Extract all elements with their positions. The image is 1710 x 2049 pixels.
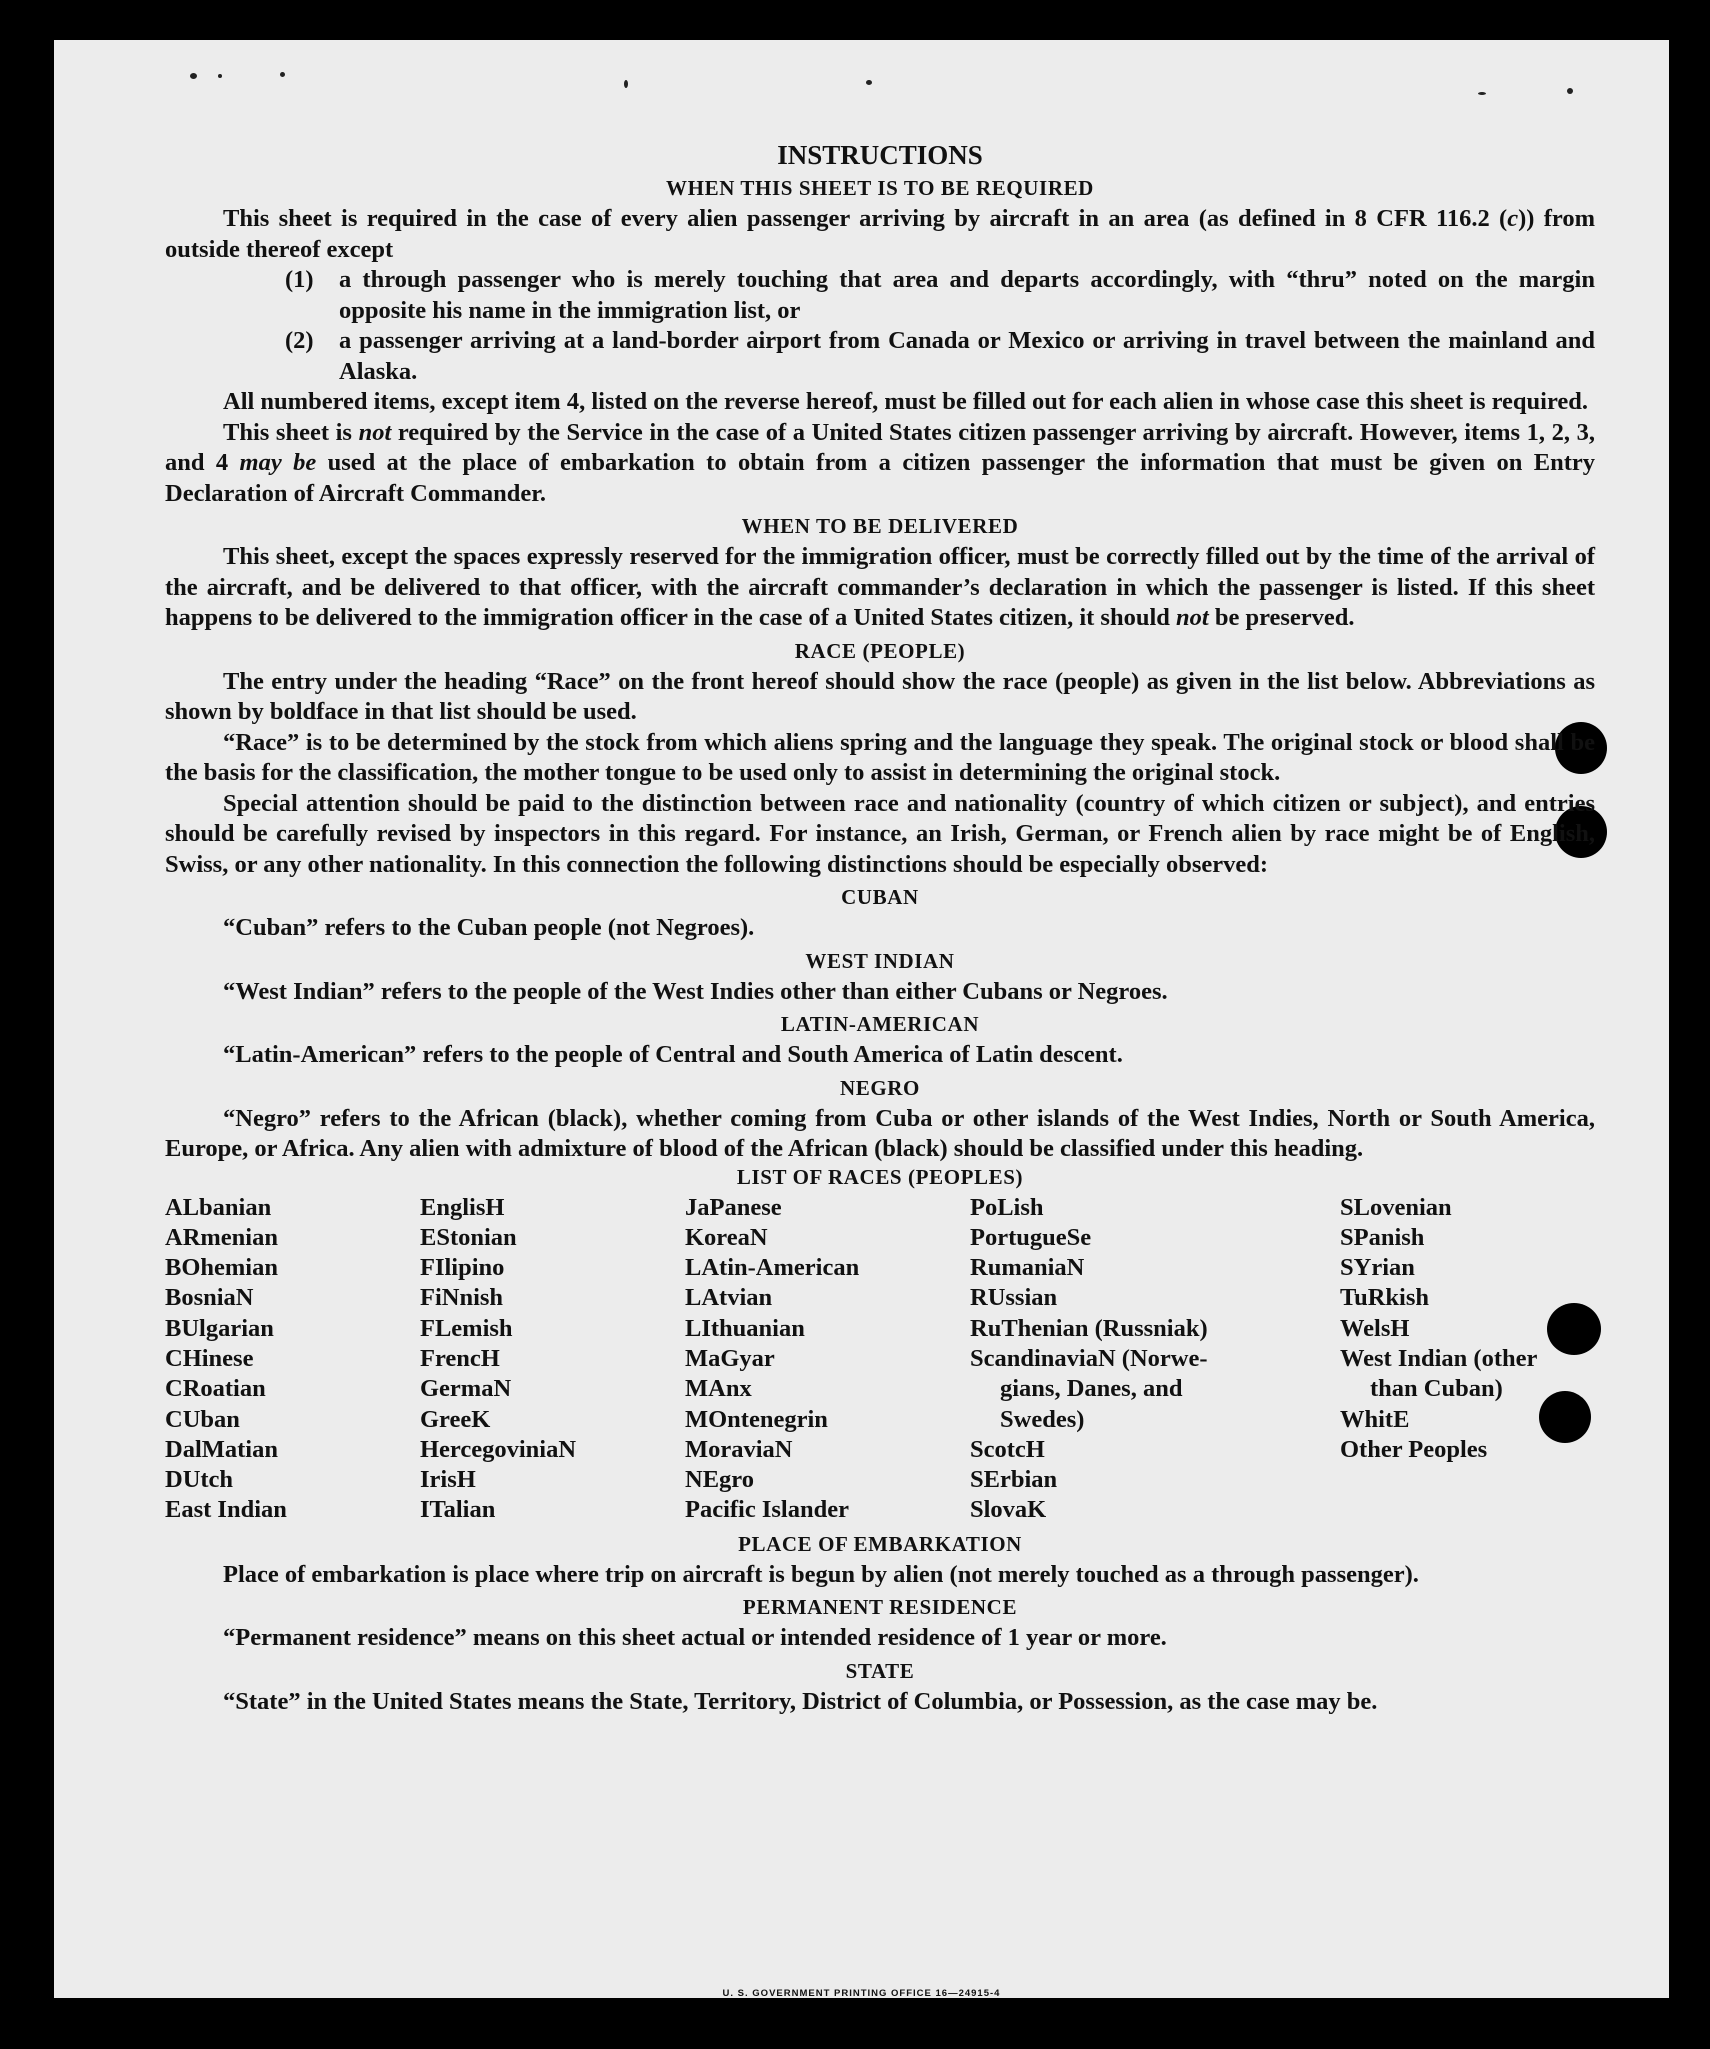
race-entry: SErbian xyxy=(970,1466,1058,1494)
paragraph-when-required: This sheet is required in the case of every alien passenger arriving by aircraft in an area (as defined in 8 CFR 116.2 (c)) from outside thereof except xyxy=(165,205,1595,263)
race-entry: SPanish xyxy=(1340,1223,1425,1251)
race-entry: MOntenegrin xyxy=(685,1405,828,1433)
race-entry: Other Peoples xyxy=(1340,1435,1488,1463)
heading-cuban: CUBAN xyxy=(841,885,919,909)
definition-negro: “Negro” refers to the African (black), whether coming from Cuba or other islands of the West Indies, North or South America, Europe, or Africa. Any alien with admixture of blood of the African (black) should be classified under this heading. xyxy=(165,1104,1595,1162)
races-column-5 xyxy=(1340,1193,1595,1526)
race-entry: PortugueSe xyxy=(970,1223,1092,1251)
race-entry: KoreaN xyxy=(685,1223,768,1251)
paragraph-race-3: Special attention should be paid to the distinction between race and nationality (country of which citizen or subject), and entries should be carefully revised by inspectors in this regard. For instance, an Irish, German, or French alien by race might be of English, Swiss, or any other nationality. In this connection the following distinctions should be especially observed: xyxy=(165,789,1595,878)
race-entry: East Indian xyxy=(165,1496,287,1524)
race-entry: FIlipino xyxy=(420,1254,505,1282)
paragraph-citizen: This sheet is not required by the Service in the case of a United States citizen passenger arriving by aircraft. However, items 1, 2, 3, and 4 may be used at the place of embarkation to obtain from a citizen passenger the information that must be given on Entry Declaration of Aircraft Commander. xyxy=(165,418,1596,507)
race-entry: DUtch xyxy=(165,1466,234,1494)
heading-when-delivered: WHEN TO BE DELIVERED xyxy=(741,514,1019,538)
race-entry: Pacific Islander xyxy=(685,1496,849,1524)
race-entry: JaPanese xyxy=(685,1193,782,1221)
race-entry: SYrian xyxy=(1340,1254,1415,1282)
race-entry: ScandinaviaN (Norwe- xyxy=(970,1344,1208,1372)
definition-west-indian: “West Indian” refers to the people of the West Indies other than either Cubans or Negroes. xyxy=(223,977,1168,1005)
race-entry: WhitE xyxy=(1340,1405,1410,1433)
race-entry: MaGyar xyxy=(685,1344,775,1372)
paragraph-numbered-items: All numbered items, except item 4, listed on the reverse hereof, must be filled out for each alien in whose case this sheet is required. xyxy=(223,388,1589,415)
race-entry: FiNnish xyxy=(420,1284,504,1312)
race-entry: West Indian (other xyxy=(1340,1344,1538,1372)
definition-latin-american: “Latin-American” refers to the people of Central and South America of Latin descent. xyxy=(223,1041,1123,1068)
races-column-1 xyxy=(165,1193,420,1526)
heading-west-indian: WEST INDIAN xyxy=(805,948,955,973)
race-entry: FLemish xyxy=(420,1314,513,1342)
race-entry: ARmenian xyxy=(165,1223,278,1251)
definition-permanent-residence: “Permanent residence” means on this sheet actual or intended residence of 1 year or more. xyxy=(223,1624,1167,1652)
race-entry: IrisH xyxy=(420,1466,476,1494)
race-entry: PoLish xyxy=(970,1193,1044,1221)
race-entry: gians, Danes, and xyxy=(1000,1375,1183,1403)
exception-item-1: (1) a through passenger who is merely touching that area and departs accordingly, with “thru” noted on the margin opposite his name in the immigration list, or xyxy=(285,266,1595,324)
race-entry: ALbanian xyxy=(165,1193,272,1221)
race-entry: CHinese xyxy=(165,1344,254,1372)
exception-item-2: (2) a passenger arriving at a land-border airport from Canada or Mexico or arriving in travel between the mainland and Alaska. xyxy=(285,327,1595,385)
race-entry: RumaniaN xyxy=(970,1254,1085,1282)
printer-imprint: U. S. GOVERNMENT PRINTING OFFICE 16—24915-4 xyxy=(722,1988,1001,1999)
race-entry: EnglisH xyxy=(420,1193,505,1221)
race-entry: ITalian xyxy=(420,1496,496,1524)
race-entry: LAtin-American xyxy=(685,1254,860,1282)
race-entry: SlovaK xyxy=(970,1496,1047,1524)
race-entry: RuThenian (Russniak) xyxy=(970,1314,1208,1342)
race-entry: MAnx xyxy=(685,1375,752,1403)
definition-place-of-embarkation: Place of embarkation is place where trip on aircraft is begun by alien (not merely touched as a through passenger). xyxy=(223,1560,1419,1588)
race-entry: LAtvian xyxy=(685,1284,773,1312)
races-list xyxy=(165,1193,1595,1526)
race-entry: SLovenian xyxy=(1340,1193,1452,1221)
race-entry: EStonian xyxy=(420,1223,517,1251)
race-entry: BosniaN xyxy=(165,1284,254,1312)
heading-permanent-residence: PERMANENT RESIDENCE xyxy=(742,1595,1018,1620)
page-title: INSTRUCTIONS xyxy=(777,140,983,170)
paragraph-race-2: “Race” is to be determined by the stock from which aliens spring and the language they speak. The original stock or blood shall be the basis for the classification, the mother tongue to be used only to assist in determining the original stock. xyxy=(165,728,1595,786)
heading-latin-american: LATIN-AMERICAN xyxy=(780,1012,980,1036)
race-entry: CRoatian xyxy=(165,1375,266,1403)
races-column-3 xyxy=(685,1193,970,1526)
race-entry: ScotcH xyxy=(970,1435,1045,1463)
race-entry: TuRkish xyxy=(1340,1284,1430,1312)
race-entry: CUban xyxy=(165,1405,240,1433)
race-entry: DalMatian xyxy=(165,1435,278,1463)
race-entry: BUlgarian xyxy=(165,1314,274,1342)
race-entry: than Cuban) xyxy=(1370,1375,1503,1403)
paragraph-when-delivered: This sheet, except the spaces expressly reserved for the immigration officer, must be correctly filled out by the time of the arrival of the aircraft, and be delivered to that officer, with the aircraft commander’s declaration in which the passenger is listed. If this sheet happens to be delivered to the immigration officer in the case of a United States citizen, it should not be preserved. xyxy=(165,543,1595,631)
instructions-content xyxy=(165,140,1595,1717)
heading-list-of-races: LIST OF RACES (PEOPLES) xyxy=(736,1164,1024,1189)
race-entry: GermaN xyxy=(420,1375,512,1403)
race-entry: NEgro xyxy=(685,1466,754,1494)
races-column-4 xyxy=(970,1193,1340,1526)
race-entry: RUssian xyxy=(970,1284,1058,1312)
races-column-2 xyxy=(420,1193,685,1526)
race-entry: WelsH xyxy=(1340,1314,1410,1342)
race-entry: LIthuanian xyxy=(685,1314,805,1342)
heading-race: RACE (PEOPLE) xyxy=(794,638,966,663)
race-entry: GreeK xyxy=(420,1405,491,1433)
race-entry: MoraviaN xyxy=(685,1435,793,1463)
heading-place-of-embarkation: PLACE OF EMBARKATION xyxy=(738,1531,1022,1556)
definition-state: “State” in the United States means the State, Territory, District of Columbia, or Possession, as the case may be. xyxy=(223,1687,1378,1715)
race-entry: Swedes) xyxy=(1000,1405,1085,1433)
race-entry: FrencH xyxy=(420,1344,500,1372)
race-entry: HercegoviniaN xyxy=(420,1435,577,1463)
definition-cuban: “Cuban” refers to the Cuban people (not Negroes). xyxy=(223,914,755,941)
heading-negro: NEGRO xyxy=(839,1075,920,1100)
race-entry: BOhemian xyxy=(165,1254,278,1282)
heading-when-required: WHEN THIS SHEET IS TO BE REQUIRED xyxy=(666,176,1094,200)
paragraph-race-1: The entry under the heading “Race” on the front hereof should show the race (people) as given in the list below. Abbreviations as shown by boldface in that list should be used. xyxy=(165,667,1595,725)
heading-state: STATE xyxy=(845,1658,915,1683)
